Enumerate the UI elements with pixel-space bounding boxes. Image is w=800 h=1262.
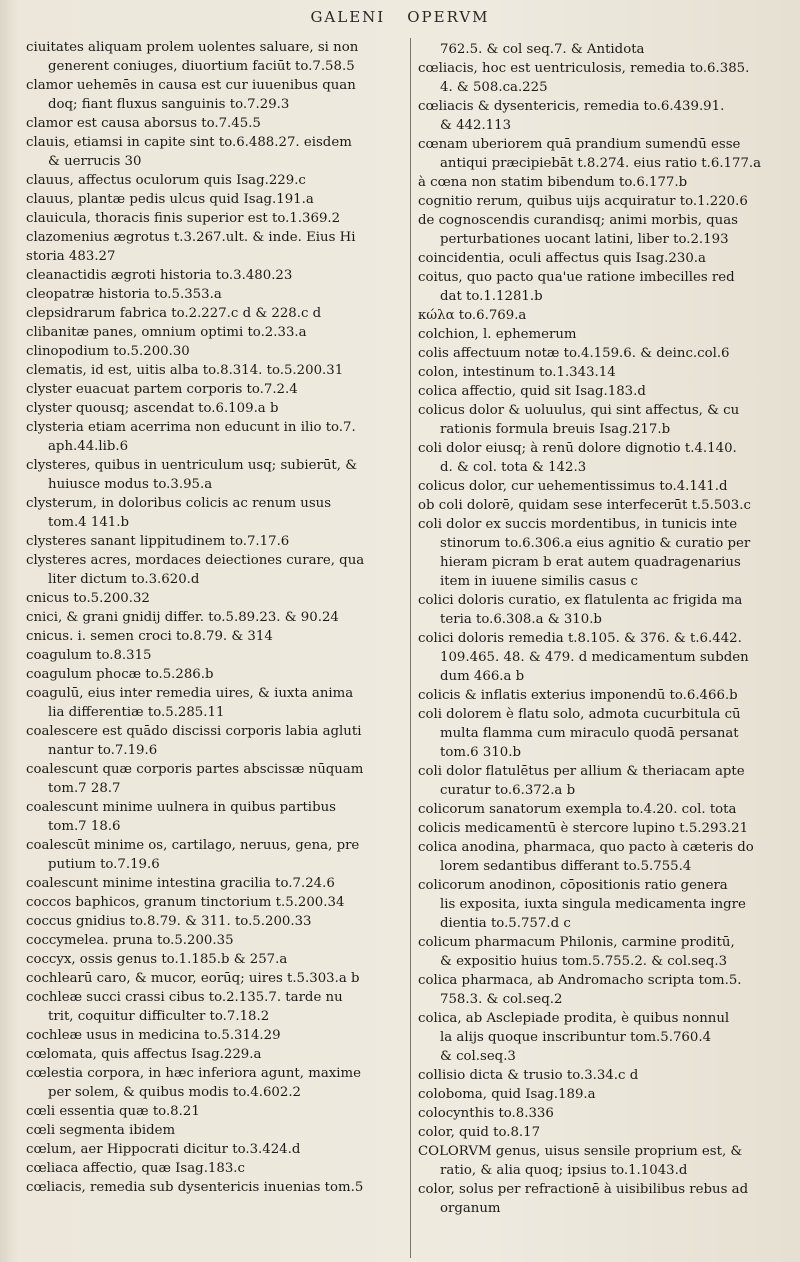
index-entry-continuation: d. & col. tota & 142.3 [440, 460, 587, 475]
index-entry-continuation: lorem sedantibus differant to.5.755.4 [440, 859, 692, 874]
index-entry: colchion, l. ephemerum [418, 327, 577, 342]
index-entry-continuation: tom.6 310.b [440, 745, 521, 760]
index-entry: coagulum to.8.315 [26, 648, 152, 663]
index-entry: colicus dolor & uoluulus, qui sint affectus, & cu [418, 403, 740, 418]
index-entry: colica affectio, quid sit Isag.183.d [418, 384, 646, 399]
index-entry: cœliacis, hoc est uentriculosis, remedia to.6.385. [418, 61, 750, 76]
index-entry: collisio dicta & trusio to.3.34.c d [418, 1068, 639, 1083]
index-entry-continuation: la alijs quoque inscribuntur tom.5.760.4 [440, 1030, 712, 1045]
index-entry: colis affectuum notæ to.4.159.6. & deinc.col.6 [418, 346, 730, 361]
index-entry: colicus dolor, cur uehementissimus to.4.141.d [418, 479, 728, 494]
index-entry: cœliacis & dysentericis, remedia to.6.439.91. [418, 99, 725, 114]
index-entry: cœliacis, remedia sub dysentericis inuenias tom.5 [26, 1180, 364, 1195]
index-entry: clamor uehemēs in causa est cur iuuenibus quan [26, 78, 356, 93]
index-entry: cœliaca affectio, quæ Isag.183.c [26, 1161, 245, 1176]
index-entry: ob coli dolorē, quidam sese interfecerūt t.5.503.c [418, 498, 751, 513]
index-entry: coitus, quo pacto qua'ue ratione imbecilles red [418, 270, 735, 285]
index-entry-continuation: trit, coquitur difficulter to.7.18.2 [48, 1009, 270, 1024]
index-entry: colicum pharmacum Philonis, carmine proditū, [418, 935, 735, 950]
index-entry-continuation: lia differentiæ to.5.285.11 [48, 705, 225, 720]
index-entry: colocynthis to.8.336 [418, 1106, 554, 1121]
running-head [0, 8, 800, 26]
index-entry: cœlestia corpora, in hæc inferiora agunt, maxime [26, 1066, 361, 1081]
index-entry: coalescunt quæ corporis partes abscissæ nūquam [26, 762, 364, 777]
index-column-left [26, 38, 411, 1258]
index-entry-continuation: putium to.7.19.6 [48, 857, 160, 872]
index-entry: colica anodina, pharmaca, quo pacto à cæteris do [418, 840, 754, 855]
index-entry: ciuitates aliquam prolem uolentes saluare, si non [26, 40, 359, 55]
index-entry: colici doloris remedia t.8.105. & 376. & t.6.442. [418, 631, 742, 646]
index-entry: clematis, id est, uitis alba to.8.314. to.5.200.31 [26, 363, 344, 378]
index-entry-continuation: perturbationes uocant latini, liber to.2.193 [440, 232, 729, 247]
index-entry: cœlum, aer Hippocrati dicitur to.3.424.d [26, 1142, 301, 1157]
index-entry: clysteria etiam acerrima non educunt in ilio to.7. [26, 420, 356, 435]
index-entry-continuation: rationis formula breuis Isag.217.b [440, 422, 671, 437]
index-entry-continuation: dat to.1.1281.b [440, 289, 543, 304]
index-entry-continuation: liter dictum to.3.620.d [48, 572, 200, 587]
index-entry: clysteres sanant lippitudinem to.7.17.6 [26, 534, 290, 549]
index-entry: coincidentia, oculi affectus quis Isag.230.a [418, 251, 706, 266]
index-column-right [418, 40, 784, 1218]
index-entry: colica, ab Asclepiade prodita, è quibus nonnul [418, 1011, 730, 1026]
index-entry: clepsidrarum fabrica to.2.227.c d & 228.c d [26, 306, 322, 321]
index-entry-continuation: aph.44.lib.6 [48, 439, 129, 454]
index-entry: cœli segmenta ibidem [26, 1123, 176, 1138]
index-entry: colicis medicamentū è stercore lupino t.5.293.21 [418, 821, 749, 836]
index-entry: clysteres acres, mordaces deiectiones curare, qua [26, 553, 365, 568]
index-entry-continuation: hieram picram b erat autem quadragenarius [440, 555, 741, 570]
index-entry: coloboma, quid Isag.189.a [418, 1087, 596, 1102]
index-entry: clyster euacuat partem corporis to.7.2.4 [26, 382, 298, 397]
index-entry: clamor est causa aborsus to.7.45.5 [26, 116, 261, 131]
index-entry-continuation: lis exposita, iuxta singula medicamenta ingre [440, 897, 746, 912]
index-entry: coalescere est quādo discissi corporis labia agluti [26, 724, 362, 739]
index-entry: coalescunt minime intestina gracilia to.7.24.6 [26, 876, 335, 891]
index-entry: COLORVM genus, uisus sensile proprium est, & [418, 1144, 743, 1159]
index-entry: coalescūt minime os, cartilago, neruus, gena, pre [26, 838, 360, 853]
index-entry-continuation: curatur to.6.372.a b [440, 783, 576, 798]
index-entry-continuation: teria to.6.308.a & 310.b [440, 612, 602, 627]
index-entry: cnici, & grani gnidij differ. to.5.89.23. & 90.24 [26, 610, 339, 625]
index-entry: colicorum sanatorum exempla to.4.20. col. tota [418, 802, 737, 817]
index-entry-continuation: 109.465. 48. & 479. d medicamentum subden [440, 650, 749, 665]
index-entry: clauus, plantæ pedis ulcus quid Isag.191.a [26, 192, 314, 207]
index-entry: coagulū, eius inter remedia uires, & iuxta anima [26, 686, 354, 701]
index-entry: clibanitæ panes, omnium optimi to.2.33.a [26, 325, 307, 340]
index-entry-continuation: & expositio huius tom.5.755.2. & col.seq.3 [440, 954, 728, 969]
index-entry-continuation: item in iuuene similis casus c [440, 574, 639, 589]
index-entry: clinopodium to.5.200.30 [26, 344, 190, 359]
index-entry: coccos baphicos, granum tinctorium t.5.200.34 [26, 895, 345, 910]
index-entry: cœli essentia quæ to.8.21 [26, 1104, 200, 1119]
index-entry: coli dolor flatulētus per allium & theriacam apte [418, 764, 745, 779]
index-entry: clysterum, in doloribus colicis ac renum usus [26, 496, 332, 511]
index-entry-continuation: 4. & 508.ca.225 [440, 80, 548, 95]
index-entry: coccymelea. pruna to.5.200.35 [26, 933, 234, 948]
index-entry: coli dolorem è flatu solo, admota cucurbitula cū [418, 707, 741, 722]
index-entry: à cœna non statim bibendum to.6.177.b [418, 175, 688, 190]
index-entry-continuation: dum 466.a b [440, 669, 525, 684]
index-entry: cochlearū caro, & mucor, eorūq; uires t.5.303.a b [26, 971, 360, 986]
index-entry: colicorum anodinon, cōpositionis ratio genera [418, 878, 728, 893]
index-entry: color, quid to.8.17 [418, 1125, 541, 1140]
index-entry-continuation: dientia to.5.757.d c [440, 916, 571, 931]
index-entry-continuation: doq; fiant fluxus sanguinis to.7.29.3 [48, 97, 290, 112]
index-entry: colon, intestinum to.1.343.14 [418, 365, 616, 380]
index-entry-continuation: tom.7 18.6 [48, 819, 121, 834]
index-entry: coli dolor ex succis mordentibus, in tunicis inte [418, 517, 738, 532]
index-entry: cœnam uberiorem quā prandium sumendū esse [418, 137, 741, 152]
index-entry-continuation: tom.4 141.b [48, 515, 129, 530]
index-entry: cnicus. i. semen croci to.8.79. & 314 [26, 629, 273, 644]
index-entry: colicis & inflatis exterius imponendū to.6.466.b [418, 688, 738, 703]
index-entry-continuation: per solem, & quibus modis to.4.602.2 [48, 1085, 302, 1100]
index-entry: clauis, etiamsi in capite sint to.6.488.27. eisdem [26, 135, 352, 150]
index-entry-continuation: nantur to.7.19.6 [48, 743, 158, 758]
index-entry: clauicula, thoracis finis superior est to.1.369.2 [26, 211, 341, 226]
index-entry: clyster quousq; ascendat to.6.109.a b [26, 401, 279, 416]
index-entry-continuation: ratio, & alia quoq; ipsius to.1.1043.d [440, 1163, 688, 1178]
index-entry: cochleæ usus in medicina to.5.314.29 [26, 1028, 281, 1043]
index-entry: cochleæ succi crassi cibus to.2.135.7. tarde nu [26, 990, 343, 1005]
index-entry-continuation: antiqui præcipiebāt t.8.274. eius ratio t.6.177.a [440, 156, 762, 171]
index-entry: coccus gnidius to.8.79. & 311. to.5.200.33 [26, 914, 312, 929]
index-entry-continuation: organum [440, 1201, 501, 1216]
index-entry-continuation: 762.5. & col seq.7. & Antidota [440, 42, 645, 57]
index-entry: cleopatræ historia to.5.353.a [26, 287, 222, 302]
index-entry-continuation: generent coniuges, diuortium faciūt to.7.58.5 [48, 59, 355, 74]
index-entry: coccyx, ossis genus to.1.185.b & 257.a [26, 952, 288, 967]
running-head-left: GALENI [310, 8, 386, 26]
index-entry: color, solus per refractionē à uisibilibus rebus ad [418, 1182, 749, 1197]
index-entry: clauus, affectus oculorum quis Isag.229.c [26, 173, 306, 188]
index-entry: coalescunt minime uulnera in quibus partibus [26, 800, 336, 815]
index-entry-continuation: & col.seq.3 [440, 1049, 516, 1064]
index-entry: coagulum phocæ to.5.286.b [26, 667, 214, 682]
index-entry: cognitio rerum, quibus uijs acquiratur to.1.220.6 [418, 194, 748, 209]
index-entry: colici doloris curatio, ex flatulenta ac frigida ma [418, 593, 743, 608]
index-entry: coli dolor eiusq; à renū dolore dignotio t.4.140. [418, 441, 737, 456]
index-entry-continuation: stinorum to.6.306.a eius agnitio & curatio per [440, 536, 751, 551]
index-entry-continuation: tom.7 28.7 [48, 781, 121, 796]
index-entry-continuation: & 442.113 [440, 118, 512, 133]
index-entry-continuation: huiusce modus to.3.95.a [48, 477, 213, 492]
index-entry-continuation: & uerrucis 30 [48, 154, 142, 169]
index-entry: clazomenius ægrotus t.3.267.ult. & inde. Eius Hi [26, 230, 356, 245]
index-entry: cleanactidis ægroti historia to.3.480.23 [26, 268, 293, 283]
index-entry: clysteres, quibus in uentriculum usq; subierūt, & [26, 458, 358, 473]
running-head-right: OPERVM [407, 8, 490, 26]
index-entry-continuation: multa flamma cum miraculo quodā persanat [440, 726, 739, 741]
index-entry-continuation: 758.3. & col.seq.2 [440, 992, 563, 1007]
index-entry: cœlomata, quis affectus Isag.229.a [26, 1047, 262, 1062]
index-entry: storia 483.27 [26, 249, 116, 264]
index-entry: colica pharmaca, ab Andromacho scripta tom.5. [418, 973, 742, 988]
index-entry: cnicus to.5.200.32 [26, 591, 150, 606]
index-entry: κώλα to.6.769.a [418, 308, 527, 323]
index-entry: de cognoscendis curandisq; animi morbis, quas [418, 213, 738, 228]
